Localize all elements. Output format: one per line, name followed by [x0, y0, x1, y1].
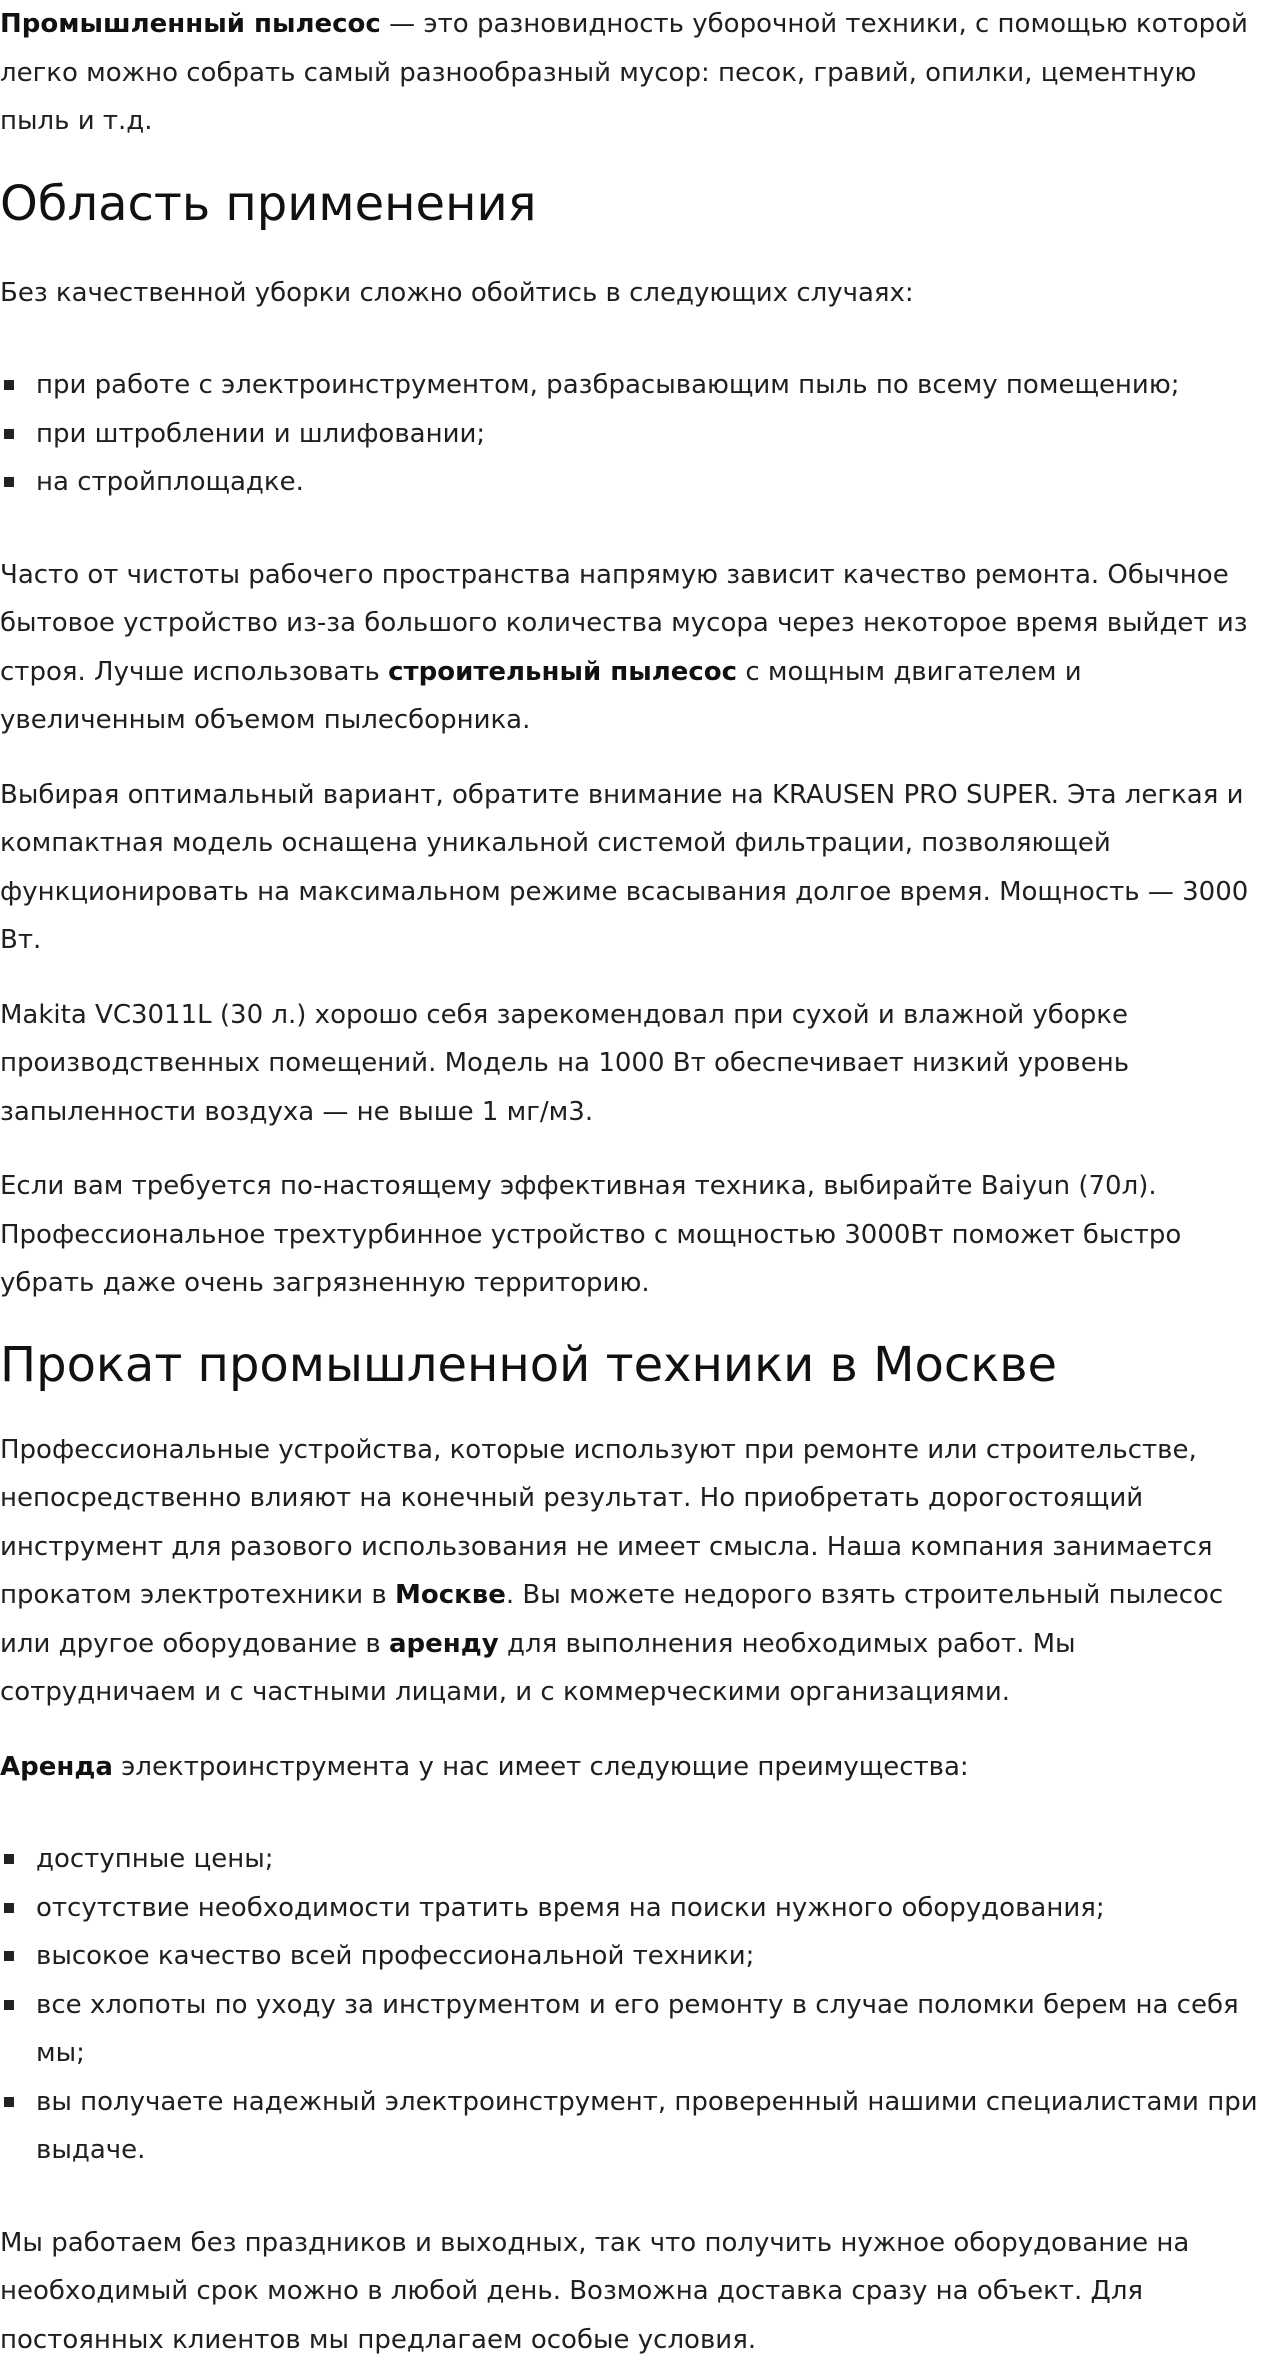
list-item: при штроблении и шлифовании;	[0, 410, 1270, 459]
section1-paragraph-4: Если вам требуется по-настоящему эффективная техника, выбирайте Baiyun (70л). Профессиональное трехтурбинное устройство с мощностью 3000Вт поможет быстро убрать даже очень загрязненную территорию.	[0, 1171, 1182, 1298]
section1-paragraph-3: Makita VC3011L (30 л.) хорошо себя зарекомендовал при сухой и влажной уборке производственных помещений. Модель на 1000 Вт обеспечивает низкий уровень запыленности воздуха — не выше 1 мг/м3.	[0, 999, 1130, 1127]
section2-paragraph-1: Профессиональные устройства, которые используют при ремонте или строительстве, непосредственно влияют на конечный результат. Но приобретать дорогостоящий инструмент для разового использования не имеет смысла. Наша компания занимается прокатом электротехники в Москве. Вы можете недорого взять строительный пылесос или другое оборудование в аренду для выполнения необходимых работ. Мы сотрудничаем и с частными лицами, и с коммерческими организациями.	[0, 1434, 1224, 1707]
list-item: высокое качество всей профессиональной техники;	[0, 1932, 1270, 1981]
square-bullet-icon	[4, 380, 14, 390]
intro-text: — это разновидность уборочной техники, с помощью которой легко можно собрать самый разнообразный мусор: песок, гравий, опилки, цементную пыль и т.д.	[0, 9, 1248, 136]
list-item: на стройплощадке.	[0, 458, 1270, 507]
square-bullet-icon	[4, 1903, 14, 1913]
section1-paragraph-2: Выбирая оптимальный вариант, обратите внимание на KRAUSEN PRO SUPER. Эта легкая и компактная модель оснащена уникальной системой фильтрации, позволяющей функционировать на максимальном режиме всасывания долгое время. Мощность — 3000 Вт.	[0, 779, 1249, 955]
heading-application-area: Область применения	[0, 175, 537, 232]
list-item: при работе с электроинструментом, разбрасывающим пыль по всему помещению;	[0, 361, 1270, 410]
intro-paragraph	[0, 0, 1270, 146]
section2-lead: Аренда электроинструмента у нас имеет следующие преимущества:	[0, 1751, 969, 1782]
moscow-term: Москве	[395, 1580, 506, 1610]
square-bullet-icon	[4, 2000, 14, 2010]
square-bullet-icon	[4, 1854, 14, 1864]
list-item: доступные цены;	[0, 1835, 1270, 1884]
rental-term: аренду	[389, 1628, 499, 1659]
usage-cases-list	[0, 361, 1270, 507]
square-bullet-icon	[4, 477, 14, 487]
square-bullet-icon	[4, 1951, 14, 1961]
construction-vacuum-term: строительный пылесос	[388, 656, 738, 687]
section2-closing-paragraph: Мы работаем без праздников и выходных, так что получить нужное оборудование на необходимый срок можно в любой день. Возможна доставка сразу на объект. Для постоянных клиентов мы предлагаем особые условия.	[0, 2227, 1190, 2355]
heading-rental-moscow: Прокат промышленной техники в Москве	[0, 1336, 1058, 1393]
square-bullet-icon	[4, 429, 14, 439]
section1-lead: Без качественной уборки сложно обойтись в следующих случаях:	[0, 277, 914, 308]
list-item: вы получаете надежный электроинструмент, проверенный нашими специалистами при выдаче.	[0, 2078, 1270, 2175]
list-item: отсутствие необходимости тратить время на поиски нужного оборудования;	[0, 1884, 1270, 1933]
section1-paragraph-1: Часто от чистоты рабочего пространства напрямую зависит качество ремонта. Обычное бытовое устройство из-за большого количества мусора через некоторое время выйдет из строя. Лучше использовать строительный пылесос с мощным двигателем и увеличенным объемом пылесборника.	[0, 559, 1248, 735]
advantages-list	[0, 1835, 1270, 2175]
intro-term: Промышленный пылесос	[0, 9, 381, 39]
square-bullet-icon	[4, 2097, 14, 2107]
rental-lead-term: Аренда	[0, 1751, 113, 1782]
list-item: все хлопоты по уходу за инструментом и его ремонту в случае поломки берем на себя мы;	[0, 1981, 1270, 2078]
